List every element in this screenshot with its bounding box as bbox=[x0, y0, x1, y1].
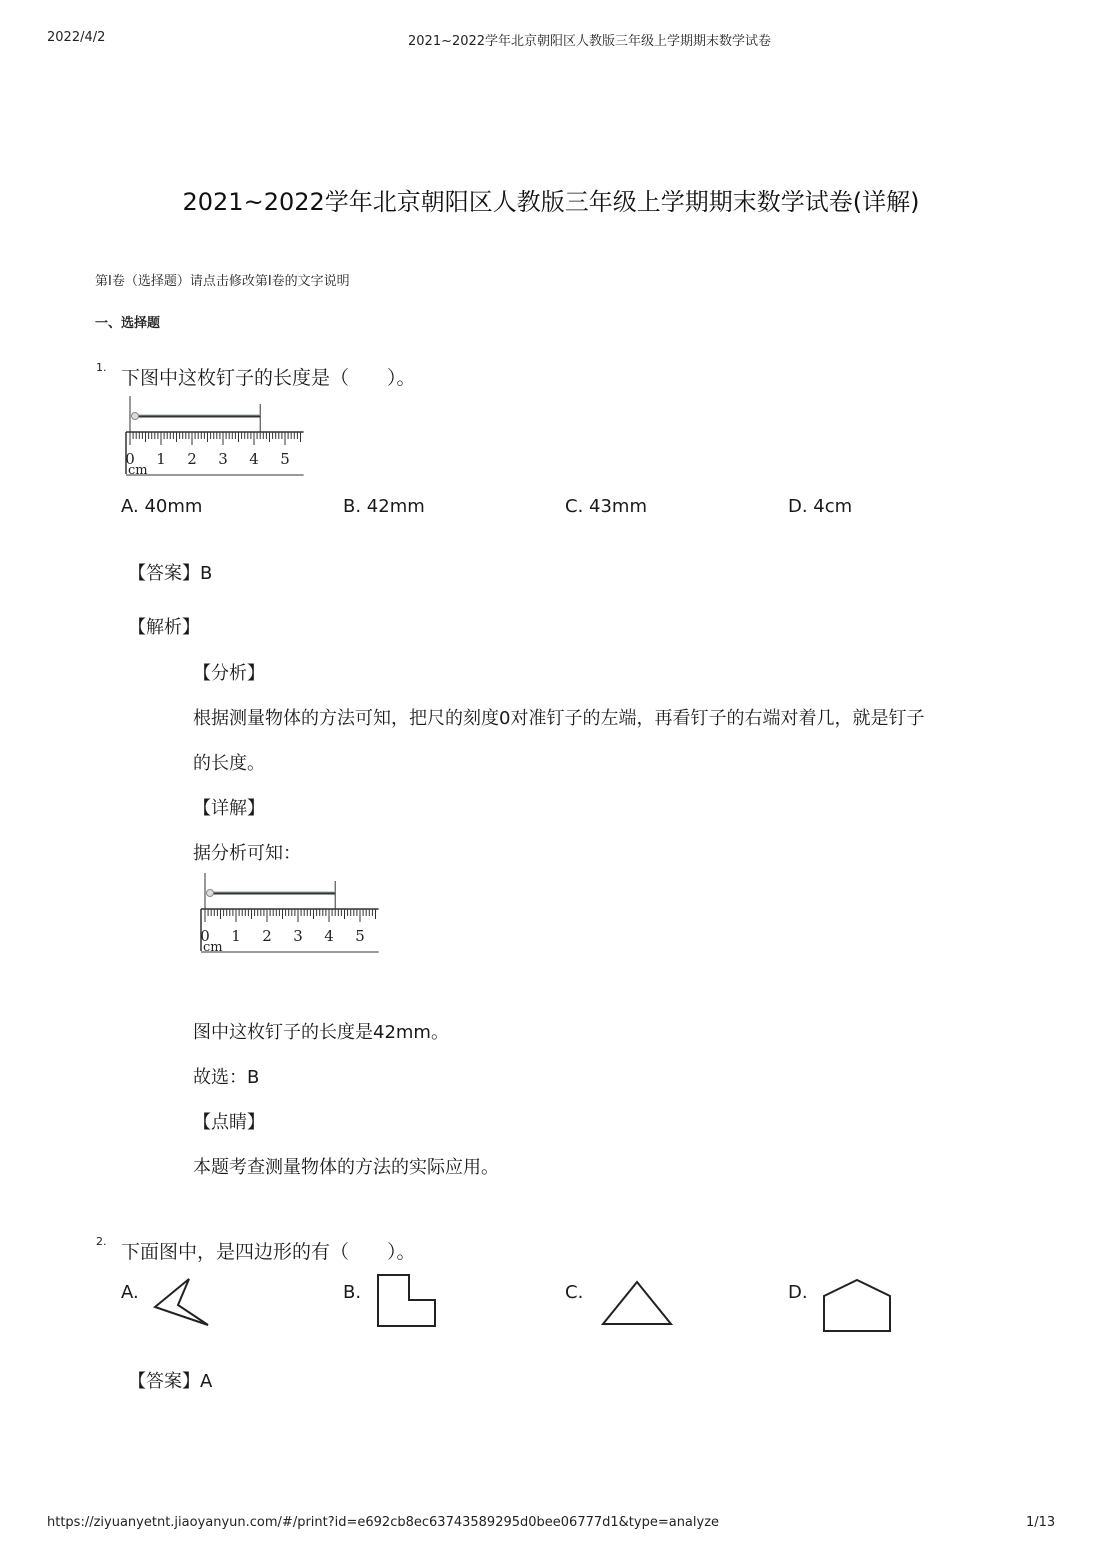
ruler-label: 0 bbox=[125, 450, 135, 468]
answer-label: 【答案】A bbox=[128, 1371, 213, 1392]
question-text: 下面图中，是四边形的有（ ）。 bbox=[121, 1241, 416, 1263]
triangle-shape bbox=[600, 1278, 676, 1328]
option-b[interactable]: B. 42mm bbox=[343, 496, 425, 517]
xiangjie-intro: 据分析可知： bbox=[193, 843, 301, 864]
nail-head bbox=[132, 413, 139, 420]
fenxi-label: 【分析】 bbox=[193, 663, 265, 684]
dianjing-label: 【点睛】 bbox=[193, 1112, 265, 1133]
option-c[interactable]: C. 43mm bbox=[565, 496, 647, 517]
option-d[interactable]: D. 4cm bbox=[788, 496, 853, 517]
footer-page-number: 1/13 bbox=[1026, 1515, 1056, 1530]
ruler-label: 4 bbox=[249, 450, 259, 468]
page-title: 2021~2022学年北京朝阳区人教版三年级上学期期末数学试卷(详解) bbox=[182, 188, 920, 216]
pentagon-shape bbox=[821, 1277, 895, 1335]
ruler-label: 2 bbox=[187, 450, 197, 468]
footer-url: https://ziyuanyetnt.jiaoyanyun.com/#/print?id=e692cb8ec63743589295d0bee06777d1&type=analyze bbox=[47, 1515, 720, 1530]
ruler-label: 0 bbox=[200, 927, 210, 945]
ruler-label: 1 bbox=[231, 927, 241, 945]
ruler-label: 4 bbox=[324, 927, 334, 945]
option-a[interactable]: A. 40mm bbox=[121, 496, 203, 517]
ruler-label: 3 bbox=[293, 927, 303, 945]
xiangjie-choice: 故选：B bbox=[193, 1067, 260, 1088]
option-b[interactable]: B. bbox=[343, 1282, 362, 1303]
nail-head bbox=[207, 890, 214, 897]
print-date: 2022/4/2 bbox=[47, 30, 106, 45]
analysis-label: 【解析】 bbox=[128, 617, 200, 638]
fenxi-text-line2: 的长度。 bbox=[193, 753, 265, 774]
question-text: 下图中这枚钉子的长度是（ ）。 bbox=[121, 367, 416, 389]
question-number: 2. bbox=[96, 1235, 107, 1248]
ruler-label: 3 bbox=[218, 450, 228, 468]
xiangjie-result: 图中这枚钉子的长度是42mm。 bbox=[193, 1022, 449, 1043]
ruler-label: 5 bbox=[280, 450, 290, 468]
question-number: 1. bbox=[96, 361, 107, 374]
xiangjie-label: 【详解】 bbox=[193, 798, 265, 819]
option-d[interactable]: D. bbox=[788, 1282, 808, 1303]
ruler-label: 1 bbox=[156, 450, 166, 468]
ruler-unit-label: cm bbox=[128, 463, 148, 478]
ruler-figure-solution bbox=[199, 871, 379, 956]
answer-label: 【答案】B bbox=[128, 563, 213, 584]
section-heading: 一、选择题 bbox=[95, 316, 161, 331]
print-doc-title: 2021~2022学年北京朝阳区人教版三年级上学期期末数学试卷 bbox=[408, 34, 772, 49]
l-shaped-hexagon-shape bbox=[375, 1272, 439, 1330]
ruler-label: 5 bbox=[355, 927, 365, 945]
fenxi-text-line1: 根据测量物体的方法可知，把尺的刻度0对准钉子的左端，再看钉子的右端对着几，就是钉子 bbox=[193, 708, 925, 729]
option-c[interactable]: C. bbox=[565, 1282, 584, 1303]
dianjing-text: 本题考查测量物体的方法的实际应用。 bbox=[193, 1157, 499, 1178]
volume-note: 第I卷（选择题）请点击修改第I卷的文字说明 bbox=[95, 274, 350, 289]
option-a[interactable]: A. bbox=[121, 1282, 139, 1303]
concave-quadrilateral-shape bbox=[150, 1275, 214, 1331]
ruler-unit-label: cm bbox=[203, 940, 223, 955]
ruler-figure bbox=[124, 394, 304, 479]
ruler-label: 2 bbox=[262, 927, 272, 945]
